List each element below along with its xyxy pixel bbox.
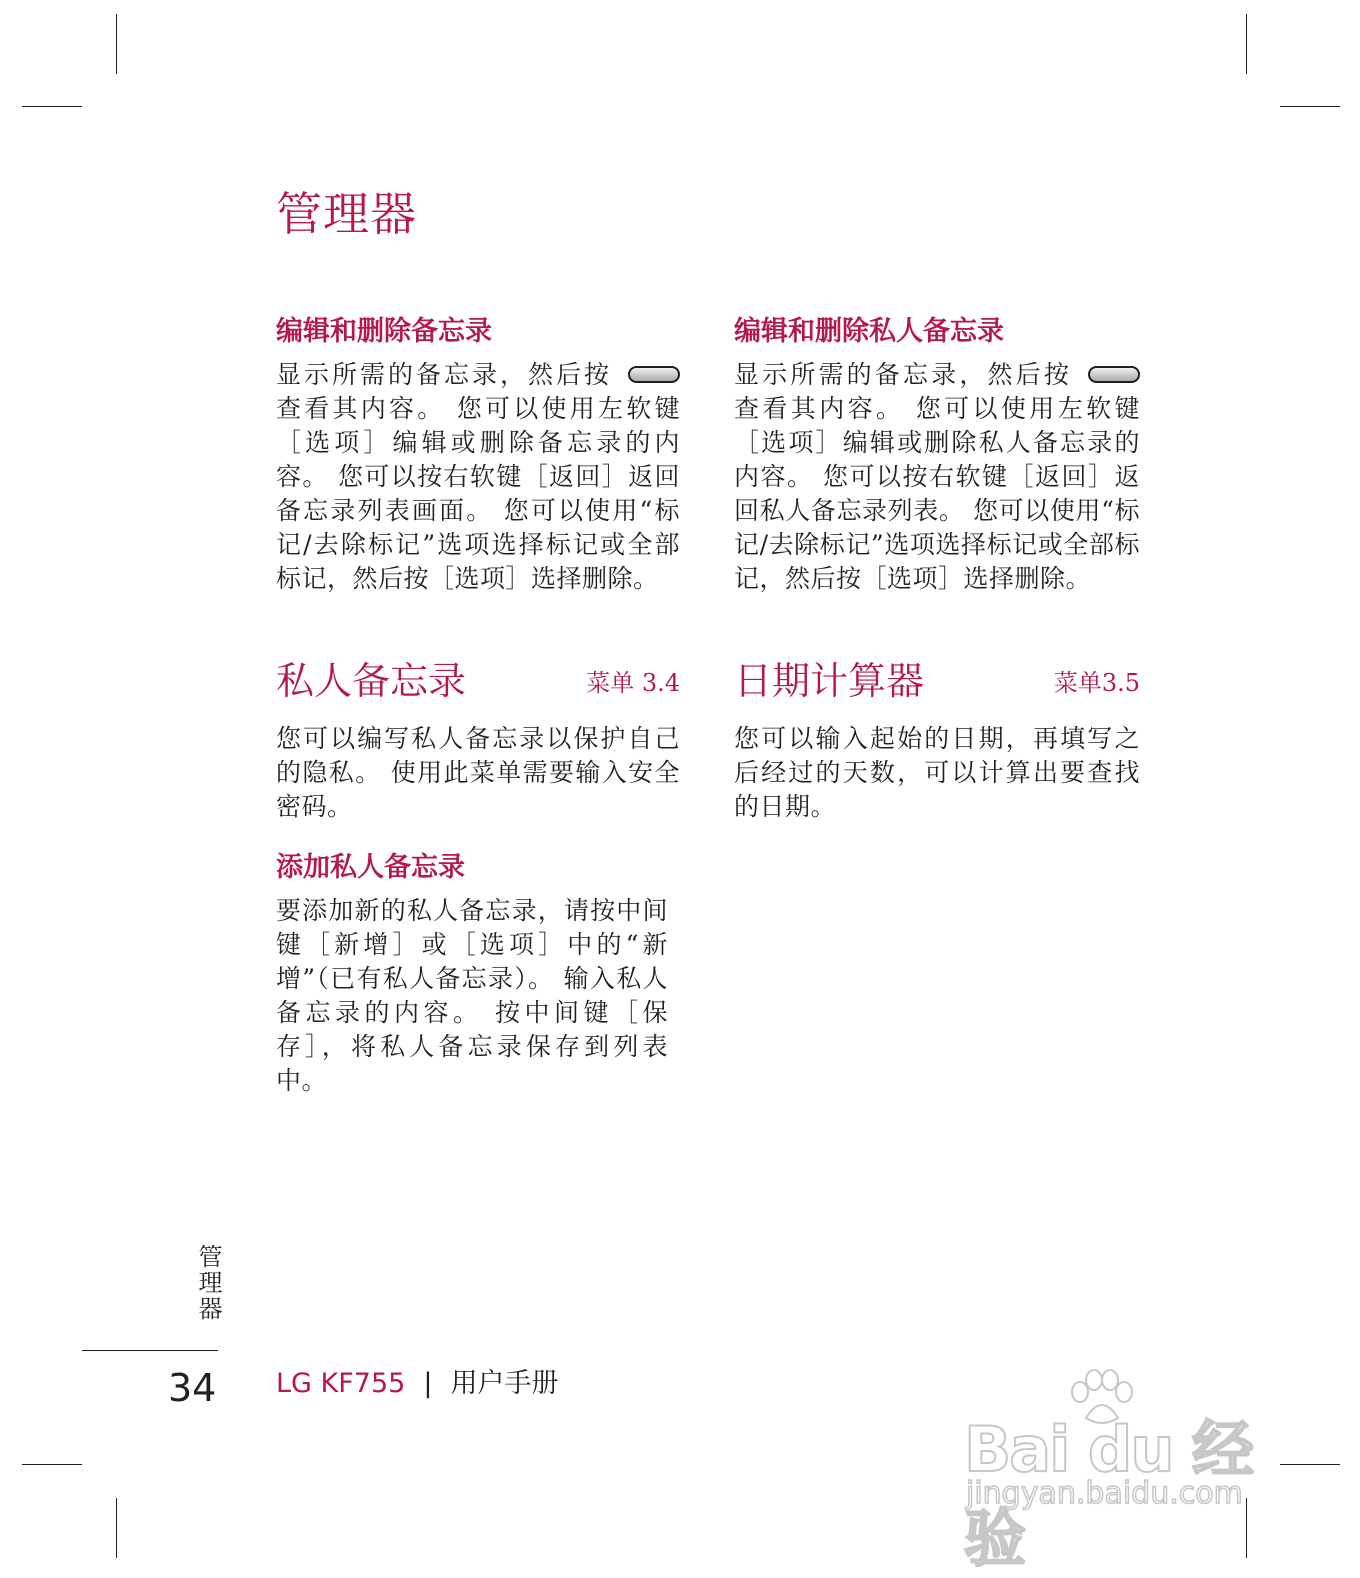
footer-manual-label: 用户手册 — [450, 1368, 559, 1399]
center-key-icon — [1088, 366, 1140, 383]
watermark-url: jingyan.baidu.com — [966, 1476, 1243, 1511]
footer-separator: | — [423, 1368, 433, 1399]
menu-reference: 菜单 3.4 — [586, 669, 680, 697]
crop-mark-top-left-h — [22, 106, 82, 107]
watermark-logo-text: Bai du 经验 — [964, 1413, 1253, 1575]
menu-reference: 菜单3.5 — [1053, 669, 1140, 697]
section-body-add-private-memo: 要添加新的私人备忘录，请按中间键［新增］或［选项］中的“新增”（已有私人备忘录）。 输入私人备忘录的内容。 按中间键［保存］，将私人备忘录保存到列表中。 — [276, 896, 668, 1095]
side-chapter-tab: 管理器 — [194, 1244, 222, 1322]
page-title: 管理器 — [276, 187, 417, 241]
section-heading-edit-delete-memo: 编辑和删除备忘录 — [276, 316, 492, 347]
side-divider — [82, 1350, 218, 1351]
section-body-private-memo: 您可以编写私人备忘录以保护自己的隐私。 使用此菜单需要输入安全密码。 — [276, 724, 680, 821]
left-column — [276, 314, 680, 1098]
crop-mark-bottom-left-h — [22, 1464, 82, 1465]
watermark — [958, 1368, 1278, 1575]
footer-brand: LG KF755 — [276, 1368, 406, 1399]
crop-mark-bottom-left-v — [116, 1498, 117, 1558]
section-title-date-calculator: 日期计算器 — [734, 659, 925, 703]
crop-mark-bottom-right-h — [1280, 1464, 1340, 1465]
section-title-private-memo: 私人备忘录 — [276, 659, 467, 703]
crop-mark-top-right-v — [1246, 14, 1247, 74]
section-heading-edit-delete-private-memo: 编辑和删除私人备忘录 — [734, 316, 1004, 347]
center-key-icon — [628, 366, 680, 383]
body-text-before-key: 显示所需的备忘录，然后按 — [276, 360, 612, 389]
section-body-date-calculator: 您可以输入起始的日期，再填写之后经过的天数，可以计算出要查找的日期。 — [734, 724, 1140, 821]
footer — [276, 1366, 558, 1402]
section-body-edit-delete-private-memo — [734, 358, 1140, 596]
right-column — [734, 314, 1140, 824]
crop-mark-top-right-h — [1280, 106, 1340, 107]
section-body-edit-delete-memo — [276, 358, 680, 596]
section-header-date-calculator — [734, 656, 1140, 712]
body-text-before-key: 显示所需的备忘录，然后按 — [734, 360, 1072, 389]
section-header-private-memo — [276, 656, 680, 712]
crop-mark-top-left-v — [116, 14, 117, 74]
section-heading-add-private-memo: 添加私人备忘录 — [276, 852, 465, 883]
page-number: 34 — [168, 1366, 217, 1410]
body-text-after-key: 查看其内容。 您可以使用左软键［选项］编辑或删除私人备忘录的内容。 您可以按右软键［返回］返回私人备忘录列表。 您可以使用“标记/去除标记”选项选择标记或全部标记，然后按［选项］选择删除。 — [734, 394, 1140, 593]
body-text-after-key: 查看其内容。 您可以使用左软键［选项］编辑或删除备忘录的内容。 您可以按右软键［返回］返回备忘录列表画面。 您可以使用“标记/去除标记”选项选择标记或全部标记，然后按［选项］选择删除。 — [276, 394, 680, 593]
